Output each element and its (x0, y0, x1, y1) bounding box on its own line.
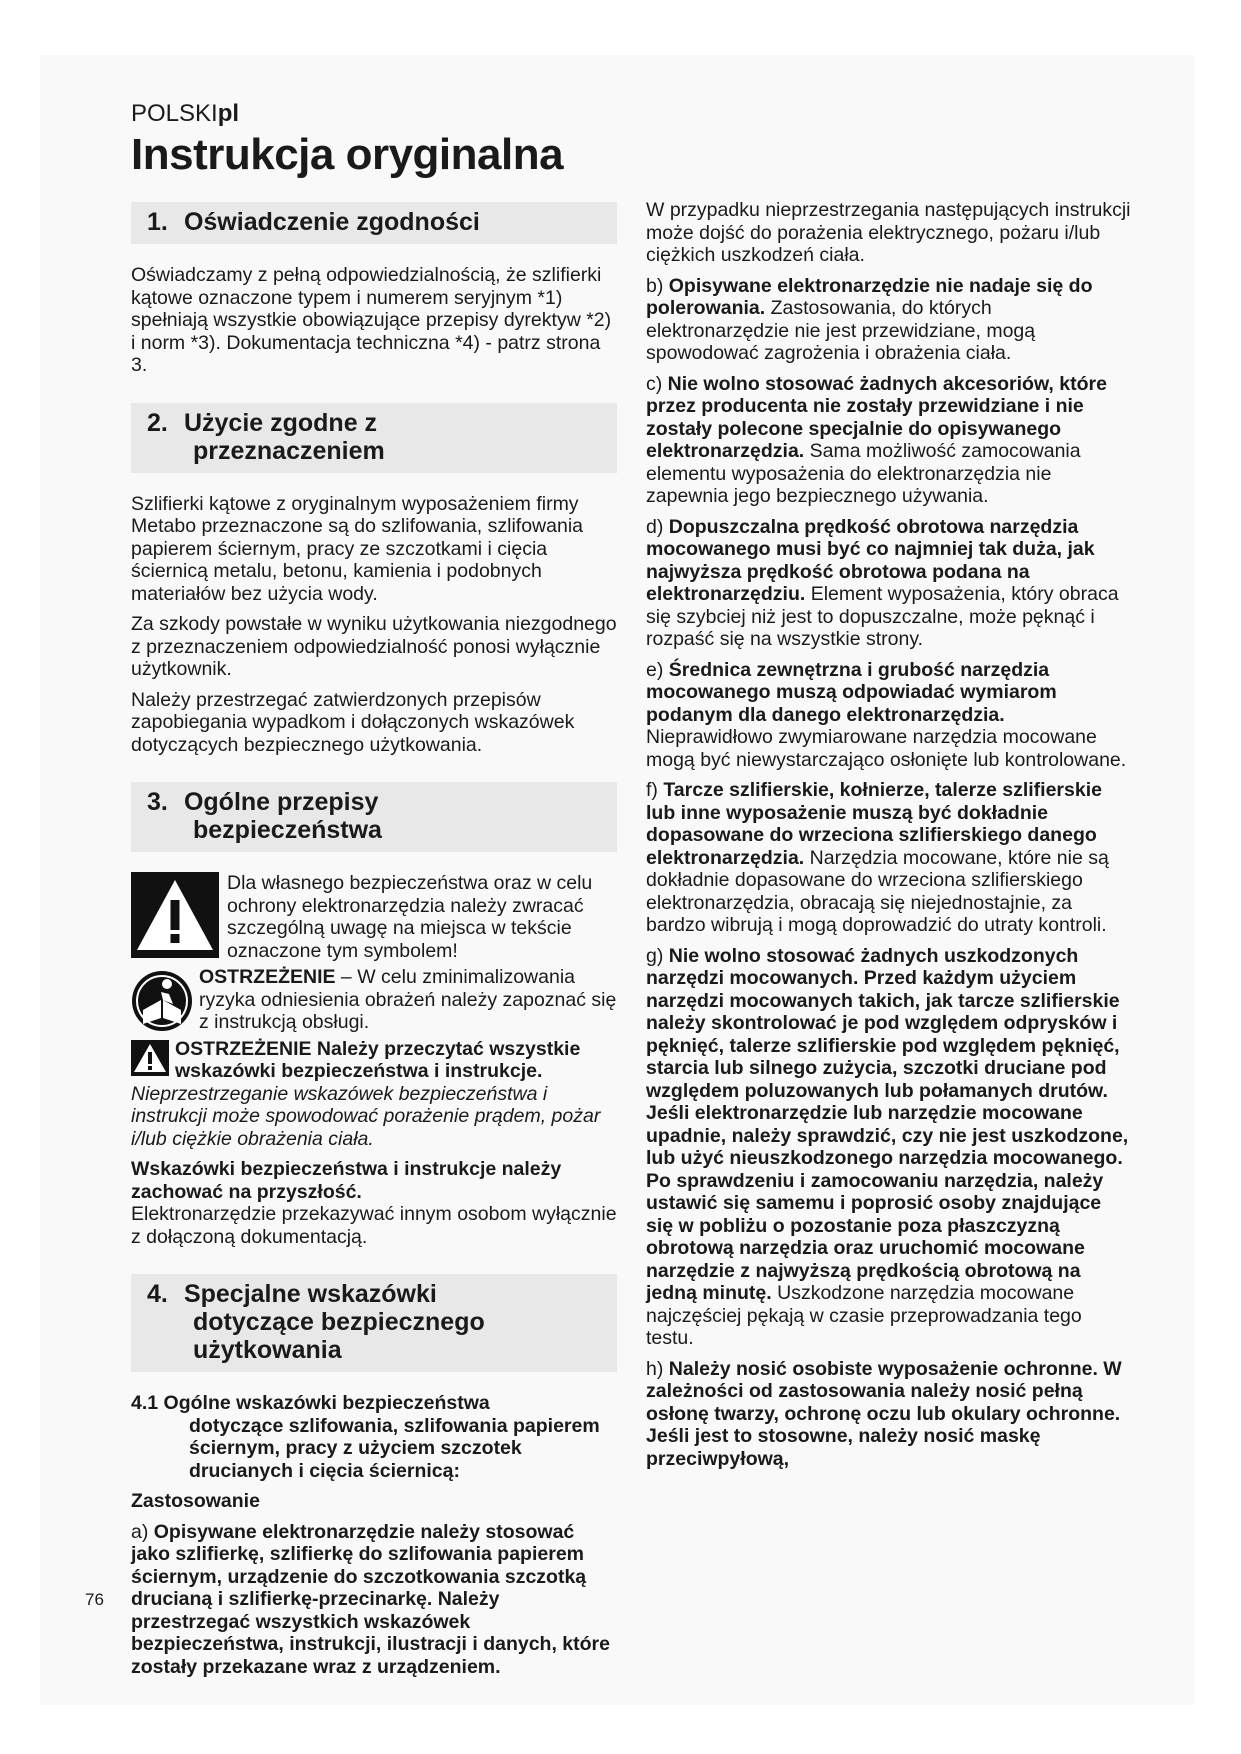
warning-notice-text: Dla własnego bezpieczeństwa oraz w celu ochrony elektronarzędzia należy zwracać szczególną uwagę na miejsca w tekście oznaczone tym symbolem! (227, 872, 593, 962)
section-2-heading: 2. Użycie zgodne z przeznaczeniem (131, 403, 617, 473)
rule-g: g) Nie wolno stosować żadnych uszkodzonych narzędzi mocowanych. Przed każdym użyciem narzędzi mocowanych takich, jak tarcze szlifierskie należy skontrolować je pod względem odprysków i pęknięć, talerze szlifierskie pod względem pęknięć, starcia lub silnego zużycia, szczotki druciane pod względem poluzowanych lub połamanych drutów. Jeśli elektronarzędzie lub narzędzie mocowane upadnie, należy sprawdzić, czy nie jest uszkodzone, lub użyć nieuszkodzonego narzędzia mocowanego. Po sprawdzeniu i zamocowaniu narzędzia, należy ustawić się samemu i poprosić osoby znajdujące się w pobliżu o pozostanie poza płaszczyzną obrotową narzędzia oraz uruchomić mocowane narzędzie z najwyższą prędkością obrotową na jedną minutę. Uszkodzone narzędzia mocowane najczęściej pękają w czasie przeprowadzania tego testu. (646, 944, 1129, 1349)
page-number: 76 (85, 1590, 104, 1609)
rule-e: e) Średnica zewnętrzna i grubość narzędzia mocowanego muszą odpowiadać wymiarom podanym dla danego elektronarzędzia. Nieprawidłowo zwymiarowane narzędzia mocowane mogą być niewystarczająco osłonięte lub kontrolowane. (646, 658, 1127, 771)
section-2-paragraph: Należy przestrzegać zatwierdzonych przepisów zapobiegania wypadkom i dołączonych wskazówek dotyczących bezpiecznego użytkowania. (131, 688, 575, 756)
warning-triangle-icon (131, 872, 219, 958)
rule-b: b) Opisywane elektronarzędzie nie nadaje się do polerowania. Zastosowania, do których elektronarzędzie nie jest przewidziane, mogą spowodować zagrożenia i obrażenia ciała. (646, 274, 1093, 364)
language-label: POLSKIpl (131, 100, 240, 127)
section-2-paragraph: Szlifierki kątowe z oryginalnym wyposażeniem firmy Metabo przeznaczone są do szlifowania, szlifowania papierem ściernym, pracy ze szczotkami i cięcia ściernicą metalu, betonu, kamienia i podobnych materiałów bez użycia wody. (131, 492, 583, 605)
rule-a-start: a) Opisywane elektronarzędzie należy stosować jako szlifierkę, szlifierkę do szlifowania papierem ściernym, urządzenie do szczotkowania szczotką drucianą i szlifierkę-przecinarkę. Należy przestrzegać wszystkich wskazówek bezpieczeństwa, instrukcji, ilustracji i danych, które zostały przekazane wraz z urządzeniem. (131, 1520, 610, 1678)
rule-f: f) Tarcze szlifierskie, kołnierze, talerze szlifierskie lub inne wyposażenie muszą być dokładnie dopasowane do wrzeciona szlifierskiego danego elektronarzędzia. Narzędzia mocowane, które nie są dokładnie dopasowane do wrzeciona szlifierskiego elektronarzędzia, obracają się niejednostajnie, za bardzo wibrują i mogą doprowadzić do utraty kontroli. (646, 779, 1109, 936)
left-column (131, 202, 617, 1686)
section-3-heading: 3. Ogólne przepisy bezpieczeństwa (131, 782, 617, 852)
warning-notice (131, 872, 617, 962)
section-1-text: Oświadczamy z pełną odpowiedzialnością, że szlifierki kątowe oznaczone typem i numerem seryjnym *1) spełniają wszystkie obowiązujące przepisy dyrektyw *2) i norm *3). Dokumentacja techniczna *4) - patrz strona 3. (131, 264, 612, 376)
page-title: Instrukcja oryginalna (131, 130, 564, 179)
read-manual-text: OSTRZEŻENIE – W celu zminimalizowania ryzyka odniesienia obrażeń należy zapoznać się z instrukcją obsługi. (199, 966, 617, 1033)
read-manual-icon (131, 970, 193, 1032)
right-column (646, 199, 1132, 1478)
rule-c: c) Nie wolno stosować żadnych akcesoriów, które przez producenta nie zostały przewidziane i nie zostały polecone specjalnie do opisywanego elektronarzędzia. Sama możliwość zamocowania elementu wyposażenia do elektronarzędzia nie zapewnia jego bezpiecznego używania. (646, 372, 1107, 507)
section-2-paragraph: Za szkody powstałe w wyniku użytkowania niezgodnego z przeznaczeniem odpowiedzialność ponosi wyłącznie użytkownik. (131, 613, 617, 680)
rule-h: h) Należy nosić osobiste wyposażenie ochronne. W zależności od zastosowania należy nosić pełną osłonę twarzy, ochronę oczu lub okulary ochronne. Jeśli jest to stosowne, należy nosić maskę przeciwpyłową, (646, 1357, 1122, 1470)
section-1-heading: 1. Oświadczenie zgodności (131, 202, 617, 244)
section-4-heading: 4. Specjalne wskazówki dotyczące bezpiecznego użytkowania (131, 1274, 617, 1372)
keep-instructions-paragraph: Wskazówki bezpieczeństwa i instrukcje należy zachować na przyszłość. (131, 1158, 562, 1203)
subsection-4-1-heading: 4.1 Ogólne wskazówki bezpieczeństwa dotyczące szlifowania, szlifowania papierem ściernym, pracy z użyciem szczotek drucianych i cięcia ściernicą: (131, 1392, 600, 1482)
rule-a-continued: W przypadku nieprzestrzegania następujących instrukcji może dojść do porażenia elektrycznego, pożaru i/lub ciężkich uszkodzeń ciała. (646, 199, 1131, 266)
pass-on-paragraph: Elektronarzędzie przekazywać innym osobom wyłącznie z dołączoną dokumentacją. (131, 1203, 617, 1248)
application-heading: Zastosowanie (131, 1490, 260, 1512)
rule-d: d) Dopuszczalna prędkość obrotowa narzędzia mocowanego musi być co najmniej tak duża, jak najwyższa prędkość obrotowa podana na elektronarzędziu. Element wyposażenia, który obraca się szybciej niż jest to dopuszczalne, może pęknąć i rozpaść się na wszystkie strony. (646, 515, 1119, 650)
read-manual-notice (131, 966, 617, 1034)
safety-warning-paragraph: OSTRZEŻENIE Należy przeczytać wszystkie wskazówki bezpieczeństwa i instrukcje. Nieprzestrzeganie wskazówek bezpieczeństwa i instrukcji może spowodować porażenie prądem, pożar i/lub ciężkie obrażenia ciała. (131, 1037, 601, 1150)
warning-triangle-icon (131, 1040, 169, 1076)
